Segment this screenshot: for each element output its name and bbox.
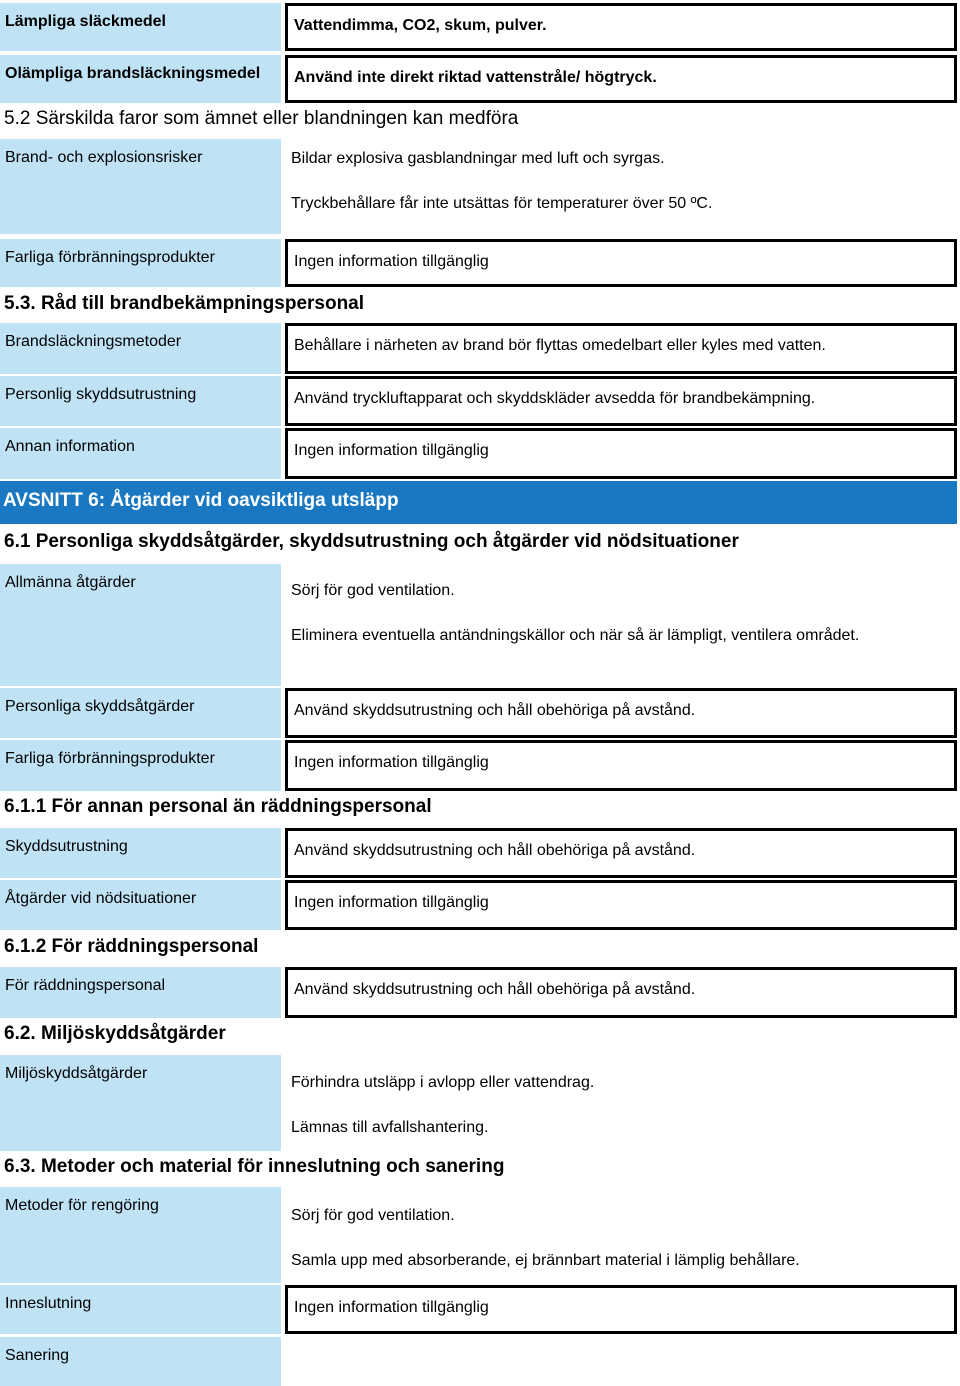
value-line: Använd skyddsutrustning och håll obehöriga på avstånd. [294, 842, 696, 859]
row-label-personal-protective-equipment: Personlig skyddsutrustning [0, 376, 281, 426]
row-label-emergency-procedures: Åtgärder vid nödsituationer [0, 880, 281, 930]
value-line: Använd skyddsutrustning och håll obehöriga på avstånd. [294, 702, 696, 719]
table-row [0, 239, 960, 287]
table-row [0, 428, 960, 479]
row-label-protective-equipment: Skyddsutrustning [0, 828, 281, 878]
heading-6-3: 6.3. Metoder och material för inneslutning och sanering [4, 1156, 505, 1177]
value-line: Eliminera eventuella antändningskällor och när så är lämpligt, ventilera området. [291, 627, 860, 644]
table-row [0, 1055, 960, 1151]
table-row [0, 740, 960, 791]
heading-6-1-1: 6.1.1 För annan personal än räddningspersonal [4, 796, 432, 817]
table-row [0, 376, 960, 426]
row-value-fire-explosion-risks [285, 139, 957, 234]
row-label-environmental-precautions: Miljöskyddsåtgärder [0, 1055, 281, 1151]
value-line: Behållare i närheten av brand bör flyttas omedelbart eller kyles med vatten. [294, 337, 826, 354]
table-row [0, 139, 960, 234]
value-line: Sörj för god ventilation. [291, 1207, 455, 1224]
row-value-cleaning-methods [285, 1187, 957, 1283]
row-value-hazardous-combustion-products [285, 239, 957, 287]
row-label-personal-precautions: Personliga skyddsåtgärder [0, 688, 281, 738]
row-label-cleaning-methods: Metoder för rengöring [0, 1187, 281, 1283]
table-row [0, 55, 960, 103]
value-line: Ingen information tillgänglig [294, 1299, 489, 1316]
table-row [0, 688, 960, 738]
row-value-personal-precautions [285, 688, 957, 738]
row-label-fire-explosion-risks: Brand- och explosionsrisker [0, 139, 281, 234]
row-label-hazardous-combustion-products: Farliga förbränningsprodukter [0, 239, 281, 287]
row-value-hazardous-combustion-products-2 [285, 740, 957, 791]
row-value-environmental-precautions [285, 1055, 957, 1151]
row-value-containment [285, 1285, 957, 1334]
row-label-suitable-extinguishing-media: Lämpliga släckmedel [0, 3, 281, 51]
value-line: Sörj för god ventilation. [291, 582, 455, 599]
heading-6-2: 6.2. Miljöskyddsåtgärder [4, 1023, 226, 1044]
section-6-band: AVSNITT 6: Åtgärder vid oavsiktliga utsläpp [0, 481, 957, 524]
value-line: Tryckbehållare får inte utsättas för temperaturer över 50 ºC. [291, 195, 713, 212]
value-line: Ingen information tillgänglig [294, 754, 489, 771]
table-row [0, 1337, 960, 1386]
value-line: Använd skyddsutrustning och håll obehöriga på avstånd. [294, 981, 696, 998]
heading-6-1-2: 6.1.2 För räddningspersonal [4, 936, 259, 957]
row-value-personal-protective-equipment [285, 376, 957, 426]
row-label-other-information: Annan information [0, 428, 281, 479]
row-label-firefighting-methods: Brandsläckningsmetoder [0, 323, 281, 374]
row-label-unsuitable-extinguishing-media: Olämpliga brandsläckningsmedel [0, 55, 281, 103]
value-line: Lämnas till avfallshantering. [291, 1119, 489, 1136]
table-row [0, 967, 960, 1018]
row-value-firefighting-methods [285, 323, 957, 374]
heading-5-2: 5.2 Särskilda faror som ämnet eller blandningen kan medföra [4, 108, 519, 129]
row-value-emergency-procedures [285, 880, 957, 930]
row-label-hazardous-combustion-products-2: Farliga förbränningsprodukter [0, 740, 281, 791]
table-row [0, 1187, 960, 1283]
value-line: Ingen information tillgänglig [294, 442, 489, 459]
value-line: Ingen information tillgänglig [294, 894, 489, 911]
row-label-for-emergency-responders: För räddningspersonal [0, 967, 281, 1018]
table-row [0, 564, 960, 686]
value-line: Bildar explosiva gasblandningar med luft och syrgas. [291, 150, 665, 167]
row-value-for-emergency-responders [285, 967, 957, 1018]
table-row [0, 3, 960, 51]
value-line: Samla upp med absorberande, ej brännbart material i lämplig behållare. [291, 1252, 800, 1269]
table-row [0, 880, 960, 930]
table-row [0, 1285, 960, 1334]
row-value-other-information [285, 428, 957, 479]
row-label-cleanup: Sanering [0, 1337, 281, 1386]
value-line: Använd inte direkt riktad vattenstråle/ högtryck. [294, 69, 657, 86]
row-label-containment: Inneslutning [0, 1285, 281, 1334]
value-line: Ingen information tillgänglig [294, 253, 489, 270]
table-row [0, 323, 960, 374]
heading-6-1: 6.1 Personliga skyddsåtgärder, skyddsutrustning och åtgärder vid nödsituationer [4, 531, 739, 552]
heading-5-3: 5.3. Råd till brandbekämpningspersonal [4, 293, 365, 314]
row-value-general-measures [285, 564, 957, 686]
value-line: Använd tryckluftapparat och skyddskläder avsedda för brandbekämpning. [294, 390, 816, 407]
row-label-general-measures: Allmänna åtgärder [0, 564, 281, 686]
row-value-unsuitable-extinguishing-media [285, 55, 957, 103]
value-line: Förhindra utsläpp i avlopp eller vattendrag. [291, 1074, 595, 1091]
value-line: Vattendimma, CO2, skum, pulver. [294, 17, 547, 34]
row-value-protective-equipment [285, 828, 957, 878]
table-row [0, 828, 960, 878]
row-value-suitable-extinguishing-media [285, 3, 957, 51]
